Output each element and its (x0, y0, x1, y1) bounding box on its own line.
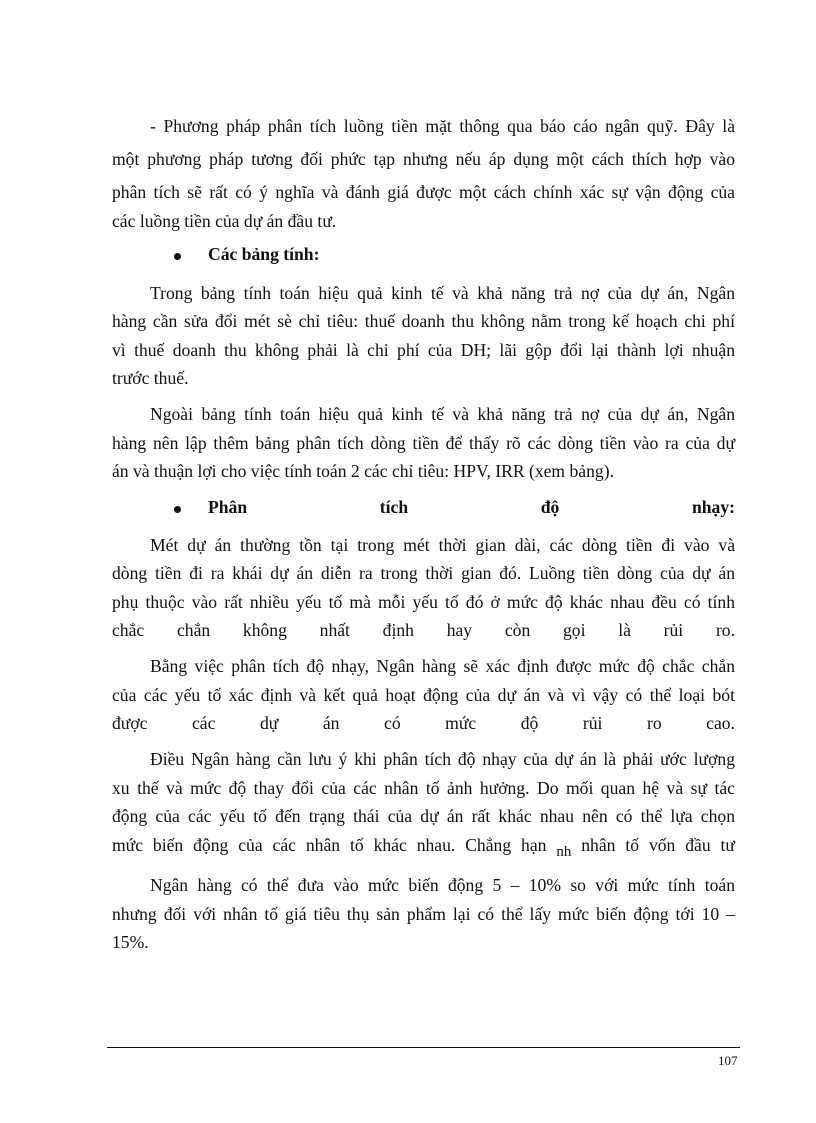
text-line: các luồng tiền của dự án đầu tư. (112, 211, 337, 231)
text-fragment: nh (556, 844, 572, 860)
text-line: được các dự án có mức độ rủi ro cao. (112, 713, 735, 733)
text-line: dòng tiền đi ra khái dự án diễn ra trong thời gian đó. Luồng tiền dòng của dự án (112, 563, 735, 583)
section-heading (208, 499, 735, 517)
text-line: Ngoài bảng tính toán hiệu quả kinh tế và khả năng trả nợ của dự án, Ngân (150, 404, 735, 424)
heading-word: nhạy: (691, 497, 736, 517)
text-line: nhưng đối với nhân tố giá tiêu thụ sản phẩm lại có thể lấy mức biến động tới 10 – (112, 904, 735, 924)
text-line: chắc chắn không nhất định hay còn gọi là rủi ro. (112, 620, 735, 640)
text-line: trước thuế. (112, 368, 189, 388)
text-line: phân tích sẽ rất có ý nghĩa và đánh giá được một cách chính xác sự vận động của (112, 182, 735, 202)
text-line (112, 835, 735, 860)
text-line: một phương pháp tương đối phức tạp nhưng nếu áp dụng một cách thích hợp vào (112, 149, 735, 169)
text-line: hàng nên lập thêm bảng phân tích dòng tiền để thấy rõ các dòng tiền vào ra của dự (112, 433, 735, 453)
heading-word: tích (379, 497, 409, 517)
bullet-icon (174, 253, 181, 260)
heading-word: Phân (208, 497, 248, 517)
text-line: Điều Ngân hàng cần lưu ý khi phân tích độ nhạy của dự án là phải ước lượng (150, 749, 735, 769)
text-line: - Phương pháp phân tích luồng tiền mặt thông qua báo cáo ngân quỹ. Đây là (150, 116, 735, 136)
text-line: Bằng việc phân tích độ nhạy, Ngân hàng sẽ xác định được mức độ chắc chắn (150, 656, 735, 676)
text-line: án và thuận lợi cho việc tính toán 2 các chỉ tiêu: HPV, IRR (xem bảng). (112, 461, 614, 481)
page-number: 107 (718, 1053, 738, 1068)
section-heading: Các bảng tính: (208, 244, 320, 264)
bullet-icon (174, 506, 181, 513)
text-line: Trong bảng tính toán hiệu quả kinh tế và khả năng trả nợ của dự án, Ngân (150, 283, 735, 303)
text-line: của các yếu tố xác định và kết quả hoạt động của dự án và vì vậy có thể loại bót (112, 685, 735, 705)
text-fragment: mức biến động của các nhân tố khác nhau. Chẳng hạn (112, 835, 547, 855)
text-line: hàng cần sửa đổi mét sè chỉ tiêu: thuế doanh thu không nằm trong kế hoạch chi phí (112, 311, 735, 331)
footer-divider (107, 1047, 740, 1048)
text-line: xu thế và mức độ thay đổi của các nhân tố ảnh hưởng. Do mối quan hệ và sự tác (112, 778, 735, 798)
text-line: phụ thuộc vào rất nhiều yếu tố mà mỗi yếu tố đó ở mức độ khác nhau đều có tính (112, 592, 735, 612)
heading-word: độ (540, 497, 560, 517)
text-line: Mét dự án thường tồn tại trong mét thời gian dài, các dòng tiền đi vào và (150, 535, 735, 555)
text-line: 15%. (112, 932, 149, 952)
text-line: vì thuế doanh thu không phải là chi phí của DH; lãi gộp đổi lại thành lợi nhuận (112, 340, 735, 360)
text-fragment: nhân tố vốn đầu tư (581, 835, 735, 855)
text-line: Ngân hàng có thể đưa vào mức biến động 5 – 10% so với mức tính toán (150, 875, 735, 895)
text-line: động của các yếu tố đến trạng thái của dự án rất khác nhau nên có thể lựa chọn (112, 806, 735, 826)
